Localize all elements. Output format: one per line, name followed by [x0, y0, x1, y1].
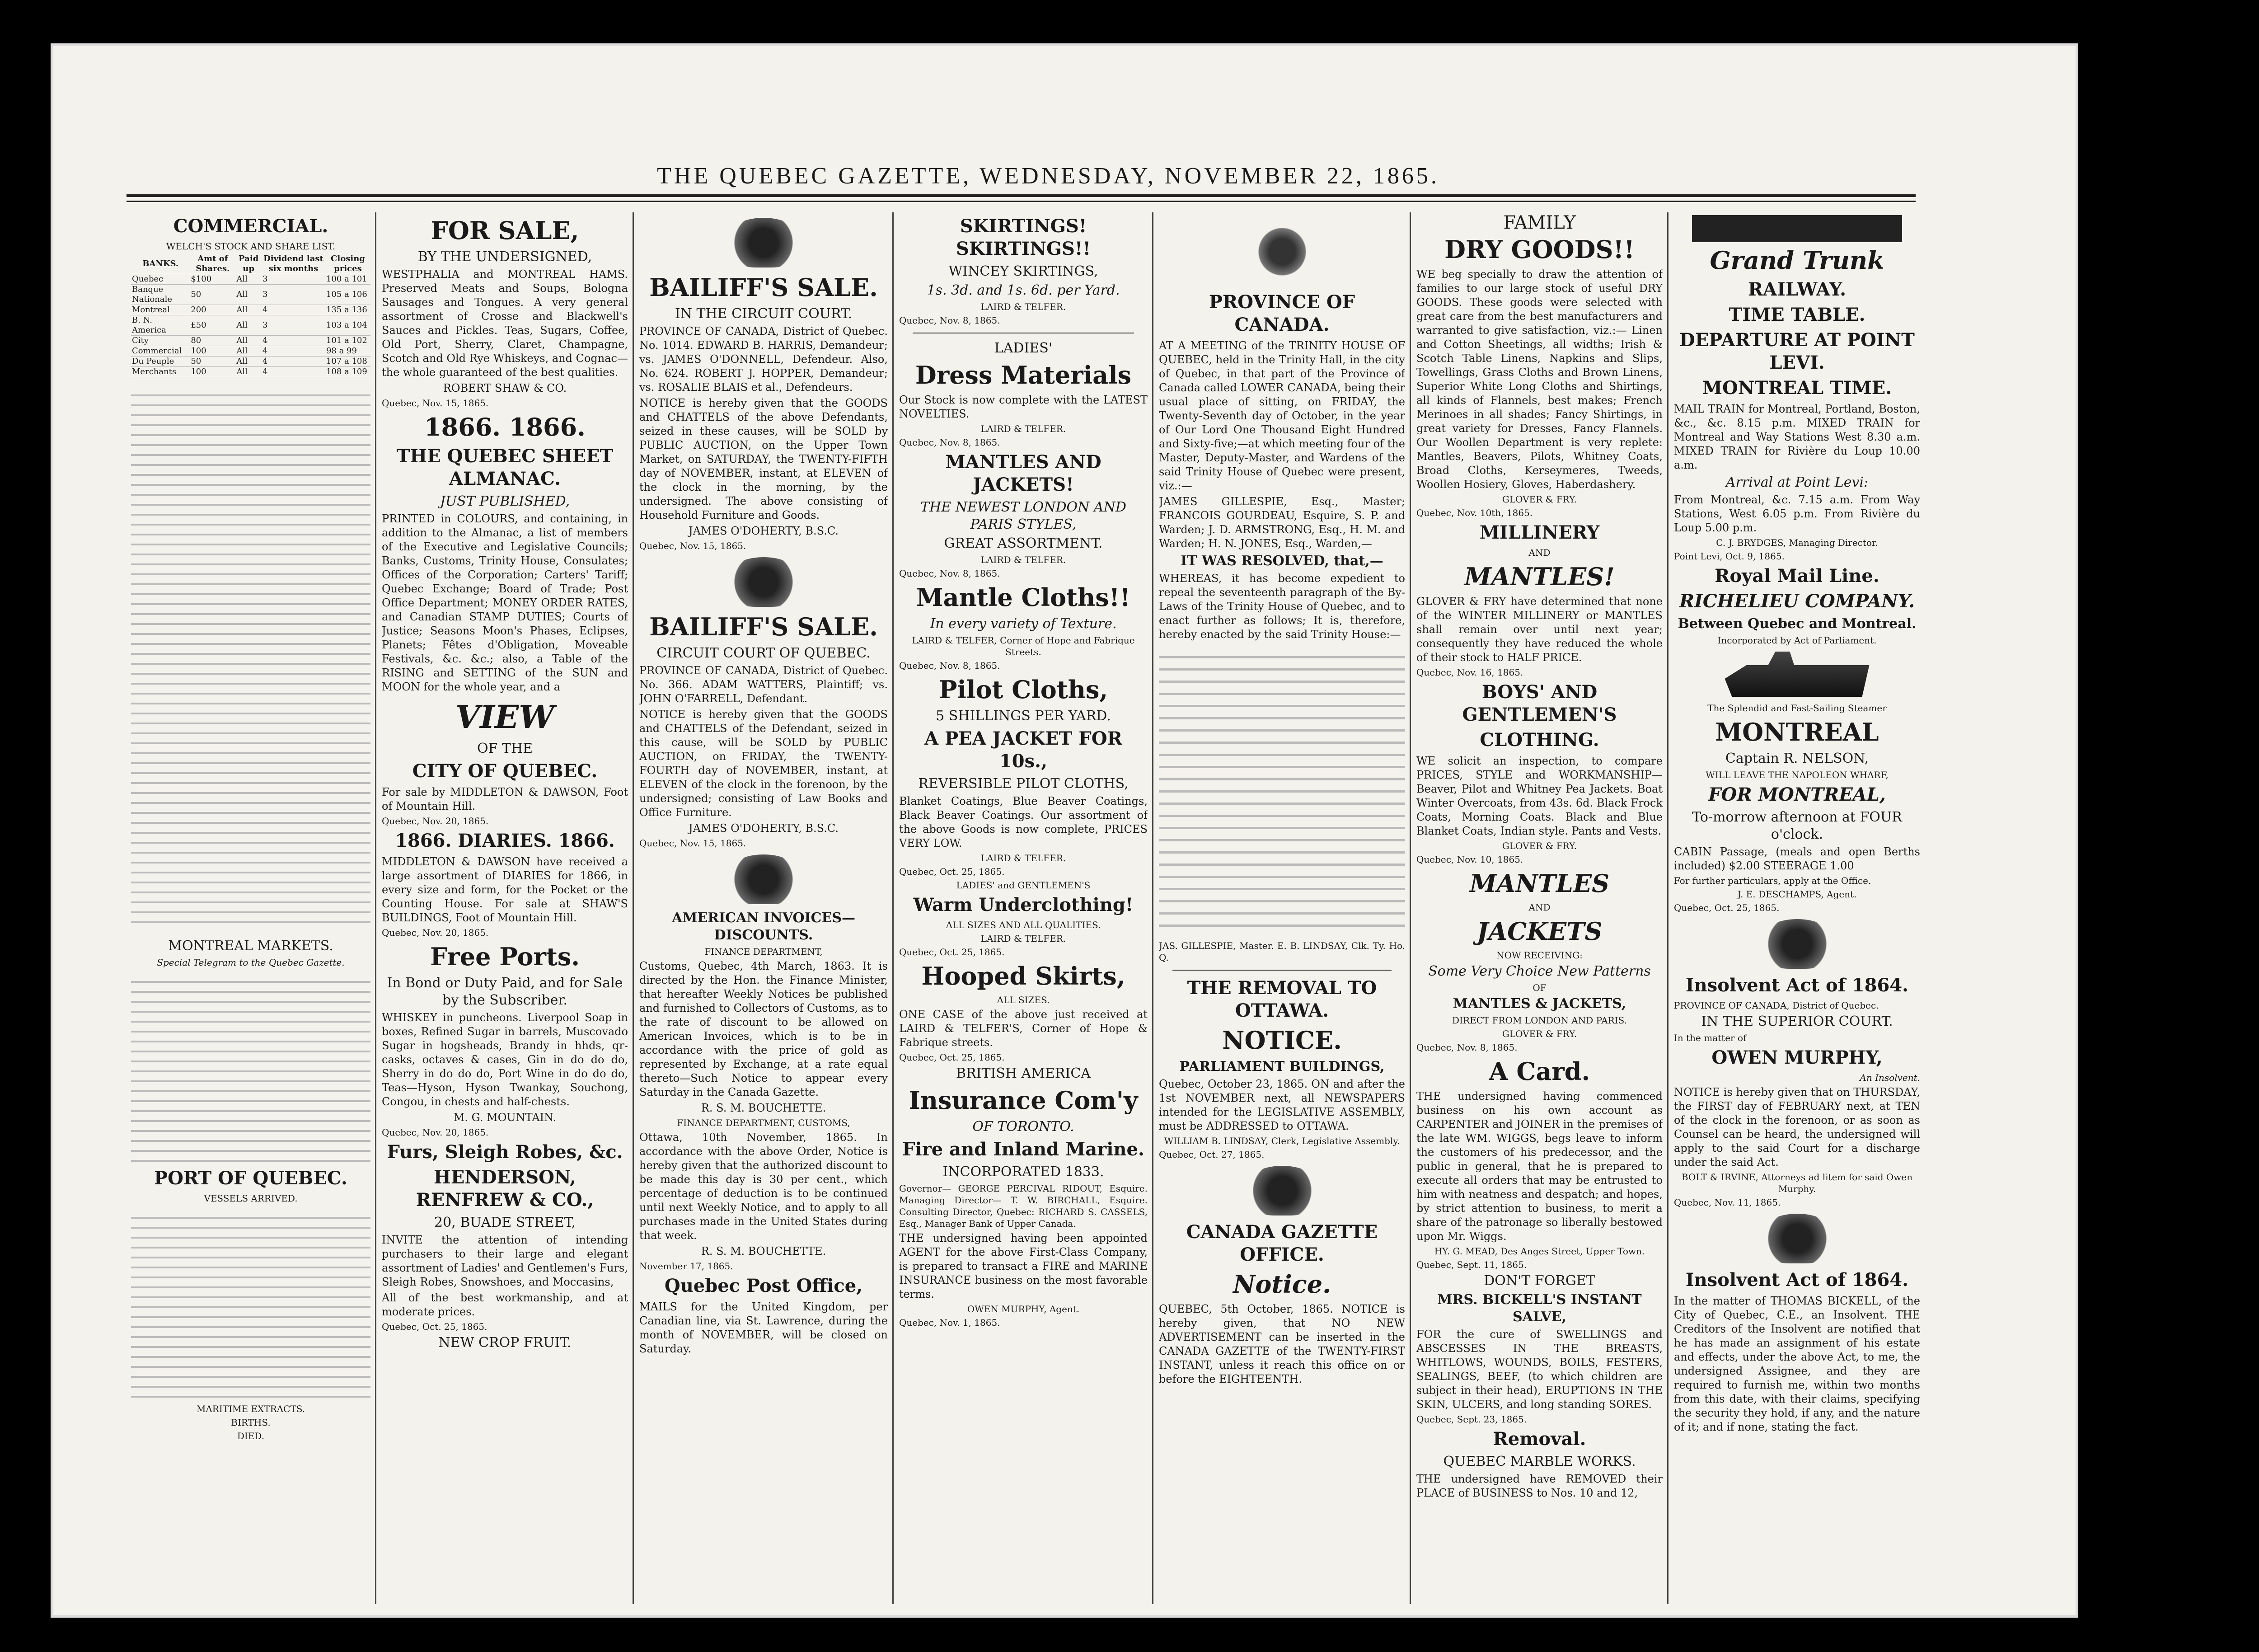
- royal-arms-icon: [1757, 1214, 1838, 1263]
- pilot-reversible: REVERSIBLE PILOT CLOTHS,: [918, 776, 1129, 792]
- births-title: BIRTHS.: [231, 1417, 271, 1428]
- mj-of: OF: [1533, 982, 1547, 993]
- column-divider: [1667, 212, 1668, 1604]
- richelieu-title: RICHELIEU COMPANY.: [1679, 591, 1915, 612]
- salve-title: MRS. BICKELL'S INSTANT SALVE,: [1437, 1292, 1642, 1325]
- furs-title: Furs, Sleigh Robes, &c.: [387, 1141, 623, 1163]
- mj-sign: GLOVER & FRY.: [1502, 1028, 1577, 1039]
- railway-sign: C. J. BRYDGES, Managing Director.: [1716, 537, 1878, 548]
- henderson-date: Quebec, Oct. 25, 1865.: [382, 1321, 487, 1332]
- royal-arms-icon: [723, 557, 804, 607]
- bylaw-text-block: [1159, 646, 1405, 935]
- henderson-foot: All of the best workmanship, and at moderate prices.: [382, 1291, 628, 1318]
- removal-title: Removal.: [1493, 1428, 1586, 1450]
- column-divider: [633, 212, 634, 1604]
- year-heading: 1866. 1866.: [424, 413, 586, 441]
- mj-mantles-title: MANTLES: [1469, 869, 1610, 898]
- pilot-jacket: A PEA JACKET FOR 10s.,: [924, 728, 1122, 772]
- mj-receiving: NOW RECEIVING:: [1496, 950, 1583, 961]
- table-row: [131, 274, 370, 285]
- table-cell: 105 a 106: [325, 285, 370, 305]
- bailiff-notice: NOTICE is hereby given that the GOODS and CHATTELS of the above Defendants, seized in these causes, will be SOLD by PUBLIC AUCTION, on the Upper Town Market, on SATURDAY, the TWENTY-FIFTH day of NOVEMBER, instant, at ELEVEN of the clock in the morning, by the undersigned. The above consisting of Household Furniture and Goods.: [639, 397, 888, 521]
- column-divider: [1152, 212, 1153, 1604]
- insurance-governors: Governor— GEORGE PERCIVAL RIDOUT, Esquire. Managing Director— T. W. BIRCHALL, Esquire. Consulting Director, Quebec: RICHARD S. CASSELS, Esq., Manager Bank of Upper Canada.: [899, 1183, 1148, 1229]
- post-office-text: MAILS for the United Kingdom, per Canadian line, via St. Lawrence, during the month of NOVEMBER, will be closed on Saturday.: [639, 1300, 888, 1355]
- pilot-text: Blanket Coatings, Blue Beaver Coatings, Black Beaver Coatings. Our assortment of the above Goods is now complete, PRICES VERY LOW.: [899, 795, 1148, 849]
- table-cell: 3: [262, 274, 325, 285]
- province-title: PROVINCE OF CANADA.: [1209, 291, 1355, 335]
- skirtings-title: SKIRTINGS! SKIRTINGS!!: [956, 216, 1091, 259]
- bailiff-sign: JAMES O'DOHERTY, B.S.C.: [688, 525, 839, 537]
- notice-title: NOTICE.: [1222, 1026, 1342, 1055]
- almanac-subtitle: JUST PUBLISHED,: [440, 493, 570, 509]
- table-cell: B. N. America: [131, 315, 190, 336]
- invoices-text: Customs, Quebec, 4th March, 1863. It is directed by the Hon. the Finance Minister, that hereafter Weekly Notices be published and furnished to Collectors of Customs, as to the rate of discount to be allowed on American Invoices, which is to be in accordance with the price of gold as represented by Exchange, at a rate equal thereto—Such Notice to appear every Saturday in the Canada Gazette.: [639, 960, 888, 1098]
- ports-text: WHISKEY in puncheons. Liverpool Soap in boxes, Refined Sugar in barrels, Muscovado Sugar in hogsheads, Brandy in hhds, qr-casks, octaves & cases, Gin in do do do, Sherry in do do do, Port Wine in do do do, Teas—Hyson, Hyson Twankay, Souchong, Congou, in chests and half-chests.: [382, 1011, 628, 1108]
- view-sale: For sale by MIDDLETON & DAWSON, Foot of Mountain Hill.: [382, 786, 628, 812]
- table-cell: Montreal: [131, 305, 190, 315]
- mj-patterns: Some Very Choice New Patterns: [1428, 963, 1651, 979]
- insurance-title: Insurance Com'y: [909, 1086, 1138, 1115]
- hooped-title: Hooped Skirts,: [921, 962, 1125, 990]
- column-3: [639, 212, 888, 1604]
- resolved-sign: JAS. GILLESPIE, Master. E. B. LINDSAY, Clk. Ty. Ho. Q.: [1159, 940, 1405, 963]
- mj-direct: DIRECT FROM LONDON AND PARIS.: [1452, 1015, 1627, 1026]
- bailiff-date: Quebec, Nov. 15, 1865.: [639, 540, 746, 551]
- table-row: [131, 305, 370, 315]
- marble-text: THE undersigned have REMOVED their PLACE of BUSINESS to Nos. 10 and 12,: [1416, 1473, 1663, 1499]
- royal-arms-icon: [1757, 919, 1838, 969]
- table-cell: City: [131, 336, 190, 346]
- hooped-text: ONE CASE of the above just received at LAIRD & TELFER'S, Corner of Hope & Fabrique streets.: [899, 1008, 1148, 1049]
- table-cell: 108 a 109: [325, 367, 370, 377]
- diaries-text: MIDDLETON & DAWSON have received a large assortment of DIARIES for 1866, in every size and form, for the Pocket or the Counting House. For sale at SHAW'S BUILDINGS, Foot of Mountain Hill.: [382, 855, 628, 924]
- montreal-steamer-title: MONTREAL: [1715, 718, 1879, 746]
- stock-list-text-block: [131, 386, 370, 929]
- table-header: Closing prices: [325, 254, 370, 274]
- dress-text: Our Stock is now complete with the LATEST NOVELTIES.: [899, 394, 1148, 420]
- dry-goods-text: WE beg specially to draw the attention of families to our large stock of useful DRY GOODS. These goods were selected with great care from the best manufacturers and warranted to give satisfaction, viz.:— Linen and Cotton Sheetings, all widths; Irish & Scotch Table Linens, Napkins and Slips, Towellings, Grass Cloths and Brown Linens, Superior White Long Cloths and Shirtings, all kinds of Flannels, best makes; French Merinoes in all shades; Fancy Shirtings, in great variety for Dresses, Fancy Flannels. Our Woollen Department is very replete: Mantles, Beavers, Pilots, Whitney Coats, Broad Cloths, Kerseymeres, Tweeds, Woollen Hosiery, Gloves, Haberdashery.: [1416, 268, 1663, 491]
- table-cell: 4: [262, 346, 325, 357]
- insolvent-province: PROVINCE OF CANADA, District of Quebec.: [1674, 1000, 1879, 1011]
- view-title: VIEW: [455, 698, 555, 736]
- table-cell: 4: [262, 367, 325, 377]
- table-cell: Merchants: [131, 367, 190, 377]
- insolvent-date: Quebec, Nov. 11, 1865.: [1674, 1197, 1781, 1208]
- hooped-subtitle: ALL SIZES.: [997, 995, 1050, 1005]
- province-members: JAMES GILLESPIE, Esq., Master; FRANCOIS GOURDEAU, Esquire, S. P. and Warden; J. D. ARMSTRONG, Esq., H. M. and Warden; H. N. JONES, Esq., Warden,—: [1159, 495, 1405, 550]
- royal-mail-title: Royal Mail Line.: [1715, 565, 1879, 587]
- mj-and: AND: [1528, 902, 1551, 913]
- pilot-title: Pilot Cloths,: [938, 675, 1108, 704]
- masthead-rule-thin: [127, 201, 1916, 202]
- gazette-office-title: CANADA GAZETTE OFFICE.: [1186, 1221, 1378, 1265]
- skirtings-subtitle: WINCEY SKIRTINGS,: [948, 263, 1098, 279]
- insurance-text: THE undersigned having been appointed AGENT for the above First-Class Company, is prepared to transact a FIRE and MARINE INSURANCE business on the most favorable terms.: [899, 1232, 1148, 1300]
- dont-forget-title: DON'T FORGET: [1484, 1273, 1595, 1289]
- arrival-title: Arrival at Point Levi:: [1725, 474, 1869, 490]
- salve-text: FOR the cure of SWELLINGS and ABSCESSES IN THE BREASTS, WHITLOWS, WOUNDS, BOILS, FESTERS, SEALINGS, BEEF, (to which children are subject in their head), ERUPTIONS IN THE SKIN, ULCERS, and long standing SORES.: [1416, 1328, 1663, 1411]
- table-cell: Quebec: [131, 274, 190, 285]
- table-row: [131, 336, 370, 346]
- table-row: [131, 367, 370, 377]
- insurance-date: Quebec, Nov. 1, 1865.: [899, 1317, 1000, 1328]
- insurance-subtitle: OF TORONTO.: [972, 1119, 1074, 1135]
- departure-time: To-morrow afternoon at FOUR o'clock.: [1692, 809, 1902, 842]
- invoices2-date: November 17, 1865.: [639, 1261, 733, 1272]
- bailiff-case-text: PROVINCE OF CANADA, District of Quebec. No. 366. ADAM WATTERS, Plaintiff; vs. JOHN O'FARRELL, Defendant.: [639, 664, 888, 705]
- mantles-title: MANTLES AND JACKETS!: [945, 451, 1101, 495]
- almanac-title: THE QUEBEC SHEET ALMANAC.: [396, 446, 614, 489]
- insurance-incorporated: INCORPORATED 1833.: [942, 1164, 1104, 1180]
- bailiff-notice: NOTICE is hereby given that the GOODS and CHATTELS of the Defendant, seized in this cause, will be SOLD by PUBLIC AUCTION, on FRIDAY, the TWENTY-FOURTH day of NOVEMBER, instant, at ELEVEN of the clock in the forenoon, by the undersigned; consisting of Law Books and Office Furniture.: [639, 708, 888, 819]
- ladies-label: LADIES': [994, 340, 1053, 356]
- invoices2-department: FINANCE DEPARTMENT, CUSTOMS,: [677, 1117, 850, 1128]
- table-cell: 200: [190, 305, 235, 315]
- insolvent-act-title: Insolvent Act of 1864.: [1685, 1269, 1909, 1291]
- clothing-sign: GLOVER & FRY.: [1502, 840, 1577, 851]
- for-montreal: FOR MONTREAL,: [1708, 784, 1886, 805]
- skirtings-price: 1s. 3d. and 1s. 6d. per Yard.: [927, 282, 1120, 298]
- table-cell: 4: [262, 305, 325, 315]
- column-6: [1416, 212, 1663, 1604]
- forsale-date: Quebec, Nov. 15, 1865.: [382, 398, 489, 408]
- parliament-title: PARLIAMENT BUILDINGS,: [1179, 1059, 1385, 1075]
- insolvent-label: An Insolvent.: [1860, 1072, 1920, 1083]
- bailiff-court: CIRCUIT COURT OF QUEBEC.: [656, 645, 871, 661]
- clothing-date: Quebec, Nov. 10, 1865.: [1416, 854, 1523, 865]
- royal-arms-icon: [723, 854, 804, 904]
- railway-date: Point Levi, Oct. 9, 1865.: [1674, 551, 1785, 562]
- table-cell: All: [235, 346, 262, 357]
- parliament-date: Quebec, Oct. 27, 1865.: [1159, 1149, 1265, 1160]
- table-cell: 107 a 108: [325, 357, 370, 367]
- table-cell: 101 a 102: [325, 336, 370, 346]
- column-divider: [1410, 212, 1411, 1604]
- dress-date: Quebec, Nov. 8, 1865.: [899, 437, 1000, 448]
- leave-wharf: WILL LEAVE THE NAPOLEON WHARF,: [1706, 770, 1889, 780]
- time-table-title: TIME TABLE.: [1729, 304, 1865, 325]
- dry-goods-date: Quebec, Nov. 10th, 1865.: [1416, 507, 1533, 518]
- henderson-title: HENDERSON, RENFREW & CO.,: [416, 1167, 594, 1211]
- insolvent-name: OWEN MURPHY,: [1711, 1047, 1883, 1068]
- insolvent-text: NOTICE is hereby given that on THURSDAY, the FIRST day of FEBRUARY next, at TEN of the clock in the forenoon, or as soon as Counsel can be heard, the undersigned will apply to the said Court for a discharge under the said Act.: [1674, 1086, 1920, 1169]
- insurance-head: BRITISH AMERICA: [956, 1065, 1091, 1081]
- column-4: [899, 212, 1148, 1604]
- view-of: OF THE: [477, 741, 533, 756]
- bailiff-date: Quebec, Nov. 15, 1865.: [639, 838, 746, 849]
- underclothing-title: Warm Underclothing!: [913, 894, 1134, 915]
- invoices2-sign: R. S. M. BOUCHETTE.: [701, 1245, 826, 1258]
- salve-date: Quebec, Sept. 23, 1865.: [1416, 1414, 1527, 1425]
- insolvent-text: In the matter of THOMAS BICKELL, of the City of Quebec, C.E., an Insolvent. THE Creditors of the Insolvent are notified that he has made an assignment of his estate and effects, under the above Act, to me, the undersigned Assignee, and they are required to furnish me, within two months from this date, with their claims, specifying the security they hold, if any, and the nature of it; and if none, stating the fact.: [1674, 1295, 1920, 1433]
- table-cell: Banque Nationale: [131, 285, 190, 305]
- diaries-title: 1866. DIARIES. 1866.: [395, 830, 615, 851]
- table-cell: 135 a 136: [325, 305, 370, 315]
- train-schedule: MAIL TRAIN for Montreal, Portland, Boston, &c., &c. 8.15 p.m. MIXED TRAIN for Montreal and Way Stations West 8.30 a.m. MIXED TRAIN for Rivière du Loup 10.00 a.m.: [1674, 403, 1920, 471]
- post-office-title: Quebec Post Office,: [664, 1275, 863, 1296]
- table-cell: 3: [262, 315, 325, 336]
- table-cell: 50: [190, 285, 235, 305]
- column-5: [1159, 212, 1405, 1604]
- fares: CABIN Passage, (meals and open Berths included) $2.00 STEERAGE 1.00: [1674, 845, 1920, 872]
- table-cell: All: [235, 305, 262, 315]
- henderson-text: INVITE the attention of intending purchasers to their large and elegant assortment of Ladies' and Gentlemen's Furs, Sleigh Robes, Snowshoes, and Moccasins,: [382, 1234, 628, 1288]
- mj-date: Quebec, Nov. 8, 1865.: [1416, 1042, 1518, 1053]
- dry-goods-title: DRY GOODS!!: [1444, 235, 1635, 264]
- invoices2-text: Ottawa, 10th November, 1865. In accordance with the above Order, Notice is hereby given that the authorized discount to be made this day is 30 per cent., which percentage of deduction is to be continued until next Weekly Notice, and to apply to all purchases made in the United States during that week.: [639, 1131, 888, 1242]
- column-commercial: [131, 212, 370, 1604]
- insolvent-sign: BOLT & IRVINE, Attorneys ad litem for said Owen Murphy.: [1681, 1172, 1913, 1194]
- underclothing-sign: LAIRD & TELFER.: [980, 933, 1066, 944]
- cloths-subtitle: In every variety of Texture.: [930, 616, 1117, 632]
- table-cell: Du Peuple: [131, 357, 190, 367]
- forsale-sign: ROBERT SHAW & CO.: [443, 382, 567, 394]
- card-text: THE undersigned having commenced business on his own account as CARPENTER and JOINER in the premises of the late WM. WIGGS, begs leave to inform the customers of his predecessor, and the public in general, that he is prepared to execute all orders that may be entrusted to him with neatness and despatch; and hopes, by strict attention to business, to merit a share of the patronage so liberally bestowed upon Mr. Wiggs.: [1416, 1090, 1663, 1243]
- cloths-title: Mantle Cloths!!: [916, 583, 1131, 612]
- column-divider: [375, 212, 376, 1604]
- almanac-text: PRINTED in COLOURS, and containing, in addition to the Almanac, a list of members of the Executive and Legislative Councils; Banks, Customs, Trinity House, Consulates; Offices of the Corporation; Carters' Tariff; Quebec Exchange; Board of Trade; Post Office Department; MONEY ORDER RATES, and Canadian STAMP DUTIES; Courts of Justice; Seasons Moon's Phases, Eclipses, Planets; Fêtes d'Obligation, Moveable Festivals, &c. &c.; also, a Table of the RISING and SETTING of the SUN and MOON for the whole year, and a: [382, 512, 628, 693]
- royal-arms-icon: [723, 218, 804, 268]
- table-cell: 4: [262, 357, 325, 367]
- millinery-title: MILLINERY: [1479, 522, 1600, 543]
- markets-subtitle: Special Telegram to the Quebec Gazette.: [157, 957, 345, 968]
- table-cell: 80: [190, 336, 235, 346]
- cloths-sign: LAIRD & TELFER, Corner of Hope and Fabrique Streets.: [912, 635, 1135, 657]
- pilot-date: Quebec, Oct. 25, 1865.: [899, 866, 1005, 877]
- table-cell: 3: [262, 285, 325, 305]
- card-title: A Card.: [1489, 1057, 1590, 1086]
- port-subtitle: VESSELS ARRIVED.: [204, 1193, 298, 1204]
- gazette-text: QUEBEC, 5th October, 1865. NOTICE is hereby given, that NO NEW ADVERTISEMENT can be inserted in the CANADA GAZETTE of the TWENTY-FIRST INSTANT, unless it reach this office on or before the EIGHTEENTH.: [1159, 1303, 1405, 1385]
- markets-title: MONTREAL MARKETS.: [168, 938, 333, 954]
- table-cell: £50: [190, 315, 235, 336]
- dress-title: Dress Materials: [915, 361, 1132, 390]
- table-cell: 100 a 101: [325, 274, 370, 285]
- masthead-rule: [127, 194, 1916, 197]
- mj-mantles-jackets: MANTLES & JACKETS,: [1453, 996, 1626, 1012]
- table-header: Amt of Shares.: [190, 254, 235, 274]
- insolvent-matter: In the matter of: [1674, 1032, 1747, 1043]
- hooped-date: Quebec, Oct. 25, 1865.: [899, 1052, 1005, 1063]
- grand-trunk-title: Grand Trunk: [1710, 246, 1884, 275]
- mantles-text: GLOVER & FRY have determined that none of the WINTER MILLINERY or MANTLES shall remain over until next year; consequently they have reduced the whole of their stock to HALF PRICE.: [1416, 595, 1663, 664]
- table-cell: All: [235, 367, 262, 377]
- table-row: [131, 346, 370, 357]
- millinery-and: AND: [1528, 547, 1551, 558]
- forsale-text: WESTPHALIA and MONTREAL HAMS. Preserved Meats and Soups, Bologna Sausages and Tongues. A very general assortment of Crosse and Blackwell's Sauces and Pickles. Teas, Sugars, Coffee, Old Port, Sherry, Claret, Champagne, Scotch and Old Rye Whiskeys, and Cognac—the whole guaranteed of the best qualities.: [382, 268, 628, 379]
- dry-goods-sign: GLOVER & FRY.: [1502, 494, 1577, 505]
- maritime-title: MARITIME EXTRACTS.: [196, 1403, 305, 1414]
- table-row: [131, 357, 370, 367]
- table-row: [131, 285, 370, 305]
- insolvent-court: IN THE SUPERIOR COURT.: [1701, 1014, 1893, 1029]
- forsale-title: FOR SALE,: [431, 216, 579, 245]
- table-cell: Commercial: [131, 346, 190, 357]
- arrival-schedule: From Montreal, &c. 7.15 a.m. From Way Stations, West 6.05 p.m. From Rivière du Loup 5.00 p.m.: [1674, 493, 1920, 534]
- column-7: [1674, 212, 1920, 1604]
- commercial-title: COMMERCIAL.: [173, 216, 328, 237]
- pilot-sign: LAIRD & TELFER.: [980, 853, 1066, 864]
- invoices-sign: R. S. M. BOUCHETTE.: [701, 1102, 826, 1114]
- mj-jackets-title: JACKETS: [1476, 917, 1603, 946]
- column-divider: [892, 212, 894, 1604]
- marble-title: QUEBEC MARBLE WORKS.: [1443, 1454, 1636, 1469]
- mantles-date: Quebec, Nov. 16, 1865.: [1416, 667, 1523, 678]
- table-cell: 103 a 104: [325, 315, 370, 336]
- died-title: DIED.: [237, 1431, 265, 1441]
- diaries-date: Quebec, Nov. 20, 1865.: [382, 927, 489, 938]
- table-cell: 50: [190, 357, 235, 367]
- captain-name: Captain R. NELSON,: [1725, 751, 1869, 766]
- departure-title: DEPARTURE AT POINT LEVI.: [1679, 329, 1915, 373]
- ports-subtitle: In Bond or Duty Paid, and for Sale by the Subscriber.: [387, 975, 623, 1008]
- port-text-block: [131, 1209, 370, 1399]
- bailiff-court: IN THE CIRCUIT COURT.: [675, 306, 853, 322]
- bailiff-sale-title: BAILIFF'S SALE.: [649, 273, 878, 302]
- parliament-text: Quebec, October 23, 1865. ON and after the 1st NOVEMBER next, all NEWSPAPERS intended for the LEGISLATIVE ASSEMBLY, must be ADDRESSED to OTTAWA.: [1159, 1078, 1405, 1132]
- card-date: Quebec, Sept. 11, 1865.: [1416, 1259, 1527, 1270]
- table-row: [131, 315, 370, 336]
- mantles-date: Quebec, Nov. 8, 1865.: [899, 568, 1000, 579]
- further-particulars: For further particulars, apply at the Office.: [1674, 875, 1871, 886]
- clothing-title: CLOTHING.: [1480, 729, 1599, 751]
- gazette-notice-title: Notice.: [1233, 1270, 1331, 1299]
- skirtings-sign: LAIRD & TELFER.: [980, 301, 1066, 312]
- masthead: THE QUEBEC GAZETTE, WEDNESDAY, NOVEMBER 22, 1865.: [657, 163, 1439, 189]
- underclothing-date: Quebec, Oct. 25, 1865.: [899, 947, 1005, 957]
- cloths-date: Quebec, Nov. 8, 1865.: [899, 660, 1000, 671]
- card-sign: HY. G. MEAD, Des Anges Street, Upper Town.: [1434, 1246, 1645, 1257]
- view-city: CITY OF QUEBEC.: [412, 760, 598, 782]
- underclothing-subtitle: ALL SIZES AND ALL QUALITIES.: [946, 920, 1101, 930]
- table-cell: 100: [190, 367, 235, 377]
- table-cell: $100: [190, 274, 235, 285]
- incorporated-text: Incorporated by Act of Parliament.: [1717, 635, 1877, 646]
- mantles-sign: LAIRD & TELFER.: [980, 554, 1066, 565]
- mantles-subtitle2: GREAT ASSORTMENT.: [944, 535, 1103, 551]
- mantles-title: MANTLES!: [1464, 562, 1615, 591]
- ports-date: Quebec, Nov. 20, 1865.: [382, 1127, 489, 1138]
- between-title: Between Quebec and Montreal.: [1678, 616, 1917, 632]
- insolvent-act-title: Insolvent Act of 1864.: [1685, 975, 1909, 996]
- stock-list-title: WELCH'S STOCK AND SHARE LIST.: [166, 241, 336, 252]
- table-cell: 100: [190, 346, 235, 357]
- henderson-address: 20, BUADE STREET,: [434, 1215, 576, 1230]
- table-cell: All: [235, 315, 262, 336]
- royal-arms-icon: [1242, 1166, 1323, 1216]
- railway-train-banner-icon: [1692, 215, 1902, 242]
- table-header: Paid up: [235, 254, 262, 274]
- mantles-subtitle: THE NEWEST LONDON AND PARIS STYLES,: [920, 499, 1126, 532]
- resolved-text: WHEREAS, it has become expedient to repeal the seventeenth paragraph of the By-Laws of the Trinity House of Quebec, and to enact further as follows; It is, therefore, hereby enacted by the said Trinity House:—: [1159, 572, 1405, 641]
- invoices-department: FINANCE DEPARTMENT,: [704, 946, 823, 957]
- steamer-text: The Splendid and Fast-Sailing Steamer: [1707, 703, 1887, 713]
- table-cell: All: [235, 357, 262, 367]
- insurance-sign: OWEN MURPHY, Agent.: [967, 1304, 1080, 1314]
- boys-title: BOYS' AND GENTLEMEN'S: [1462, 681, 1617, 725]
- railway-title: RAILWAY.: [1748, 279, 1847, 300]
- ports-title: Free Ports.: [430, 942, 580, 971]
- table-header: BANKS.: [131, 254, 190, 274]
- pilot-price: 5 SHILLINGS PER YARD.: [936, 708, 1111, 724]
- parliament-sign: WILLIAM B. LINDSAY, Clerk, Legislative Assembly.: [1164, 1136, 1400, 1146]
- clothing-text: WE solicit an inspection, to compare PRICES, STYLE and WORKMANSHIP— Beaver, Pilot and Whitney Pea Jackets. Boat Winter Overcoats, from 43s. 6d. Black Frock Coats, Morning Coats. Black and Blue Blanket Coats, Indian style. Pants and Vests.: [1416, 755, 1663, 837]
- table-header-row: [131, 254, 370, 274]
- table-cell: 4: [262, 336, 325, 346]
- forsale-subtitle: BY THE UNDERSIGNED,: [417, 249, 592, 265]
- dress-sign: LAIRD & TELFER.: [980, 423, 1066, 434]
- family-head: FAMILY: [1503, 212, 1576, 233]
- ports-sign: M. G. MOUNTAIN.: [453, 1111, 557, 1124]
- table-cell: All: [235, 336, 262, 346]
- invoices-title: AMERICAN INVOICES—DISCOUNTS.: [671, 910, 856, 943]
- steamer-date: Quebec, Oct. 25, 1865.: [1674, 902, 1780, 913]
- steamer-sign: J. E. DESCHAMPS, Agent.: [1737, 889, 1857, 900]
- markets-text-block: [131, 973, 370, 1163]
- underclothing-head: LADIES' and GENTLEMEN'S: [956, 880, 1091, 891]
- insurance-fire: Fire and Inland Marine.: [902, 1139, 1144, 1160]
- table-header: Dividend last six months: [262, 254, 325, 274]
- removal-title: THE REMOVAL TO OTTAWA.: [1187, 977, 1377, 1021]
- anchor-emblem-icon: [1251, 218, 1314, 286]
- province-text: AT A MEETING of the TRINITY HOUSE OF QUEBEC, held in the Trinity Hall, in the city of Quebec, in that part of the Province of Canada called LOWER CANADA, being their usual place of sitting, on FRIDAY, the Twenty-Seventh day of October, in the year of Our Lord One Thousand Eight Hundred and Sixty-five;—at which meeting four of the Master, Deputy-Master, and Wardens of the said Trinity House of Quebec were present, viz.:—: [1159, 339, 1405, 492]
- bank-stock-table: [131, 254, 370, 377]
- bailiff-case-text: PROVINCE OF CANADA, District of Quebec. No. 1014. EDWARD B. HARRIS, Demandeur; vs. JAMES O'DONNELL, Defendeur. Also, No. 624. ROBERT J. HOPPER, Demandeur; vs. ROSALIE BLAIS et al., Defendeurs.: [639, 325, 888, 394]
- resolved-title: IT WAS RESOLVED, that,—: [1181, 553, 1383, 569]
- crop-title: NEW CROP FRUIT.: [438, 1335, 572, 1351]
- skirtings-date: Quebec, Nov. 8, 1865.: [899, 315, 1000, 326]
- view-date: Quebec, Nov. 20, 1865.: [382, 816, 489, 826]
- divider: [1172, 970, 1392, 971]
- table-cell: All: [235, 274, 262, 285]
- bailiff-sale-title: BAILIFF'S SALE.: [649, 612, 878, 641]
- steamship-icon: [1725, 652, 1870, 697]
- table-cell: 98 a 99: [325, 346, 370, 357]
- column-2: [382, 212, 628, 1604]
- table-cell: All: [235, 285, 262, 305]
- bailiff-sign: JAMES O'DOHERTY, B.S.C.: [688, 822, 839, 835]
- port-title: PORT OF QUEBEC.: [154, 1168, 347, 1189]
- montreal-time-title: MONTREAL TIME.: [1702, 377, 1892, 399]
